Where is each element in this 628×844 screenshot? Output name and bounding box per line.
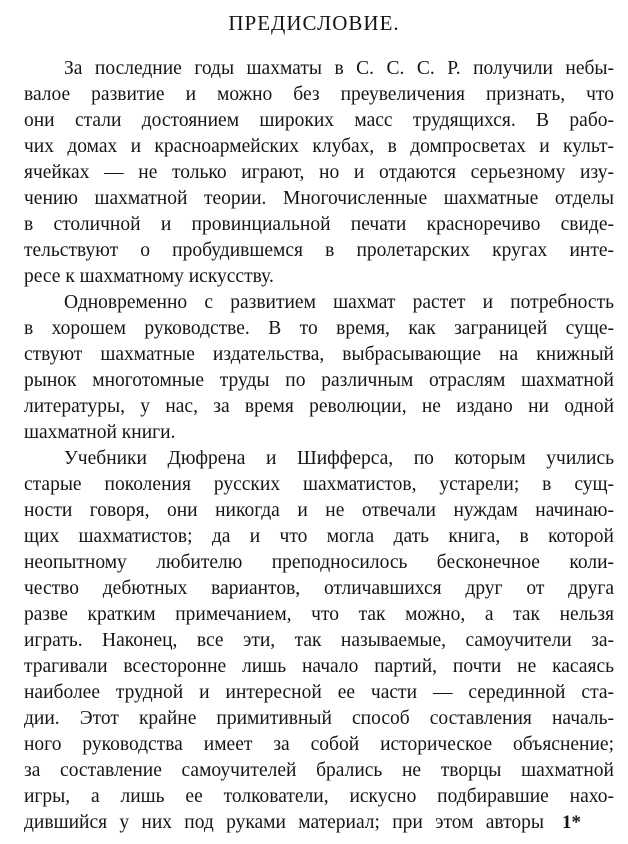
text-line: Одновременно с развитием шахмат растет и потребность — [64, 292, 614, 313]
text-line: За последние годы шахматы в С. С. С. Р. получили небы- — [64, 58, 614, 79]
text-line: они стали достоянием широких масс трудящихся. В рабо- — [24, 110, 614, 131]
text-line: ствуют шахматные издательства, выбрасывающие на книжный — [24, 344, 614, 365]
text-line: валое развитие и можно без преувеличения признать, что — [24, 84, 614, 105]
text-line: ячейках — не только играют, но и отдаются серьезному изу- — [24, 162, 614, 183]
text-line: наиболее трудной и интересной ее части — серединной ста- — [24, 682, 614, 703]
text-line: трагивали всесторонне лишь начало партий, почти не касаясь — [24, 656, 614, 677]
text-line: ности говоря, они никогда и не отвечали нуждам начинаю- — [24, 500, 614, 521]
text-line: в хорошем руководстве. В то время, как заграницей суще- — [24, 318, 614, 339]
text-line: ного руководства имеет за собой историческое объяснение; — [24, 734, 614, 755]
text-line: чих домах и красноармейских клубах, в домпросветах и культ- — [24, 136, 614, 157]
text-line: старые поколения русских шахматистов, устарели; в сущ- — [24, 474, 614, 495]
page-title: ПРЕДИСЛОВИЕ. — [228, 11, 400, 35]
text-line: дившийся у них под руками материал; при этом авторы — [24, 812, 544, 833]
text-line: Учебники Дюфрена и Шифферса, по которым учились — [64, 448, 614, 469]
text-line: в столичной и провинциальной печати красноречиво свиде- — [24, 214, 614, 235]
text-line: неопытному любителю преподносилось бесконечное коли- — [24, 552, 614, 573]
text-line: чество дебютных вариантов, отличавшихся друг от друга — [24, 578, 614, 599]
text-line: шахматной книги. — [24, 422, 176, 443]
text-line: игры, а лишь ее толкователи, искусно подбиравшие нахо- — [24, 786, 614, 807]
text-line: чению шахматной теории. Многочисленные шахматные отделы — [24, 188, 614, 209]
page-number: 1* — [562, 812, 581, 833]
text-line: рынок многотомные труды по различным отраслям шахматной — [24, 370, 614, 391]
text-line: ресе к шахматному искусству. — [24, 266, 274, 287]
text-line: дии. Этот крайне примитивный способ составления началь- — [24, 708, 614, 729]
text-line: разве кратким примечанием, что так можно, а так нельзя — [24, 604, 614, 625]
text-line: за составление самоучителей брались не творцы шахматной — [24, 760, 614, 781]
text-line: играть. Наконец, все эти, так называемые, самоучители за- — [24, 630, 614, 651]
text-line: тельствуют о пробудившемся в пролетарских кругах инте- — [24, 240, 614, 261]
text-line: щих шахматистов; да и что могла дать книга, в которой — [24, 526, 614, 547]
text-line: литературы, у нас, за время революции, не издано ни одной — [24, 396, 614, 417]
